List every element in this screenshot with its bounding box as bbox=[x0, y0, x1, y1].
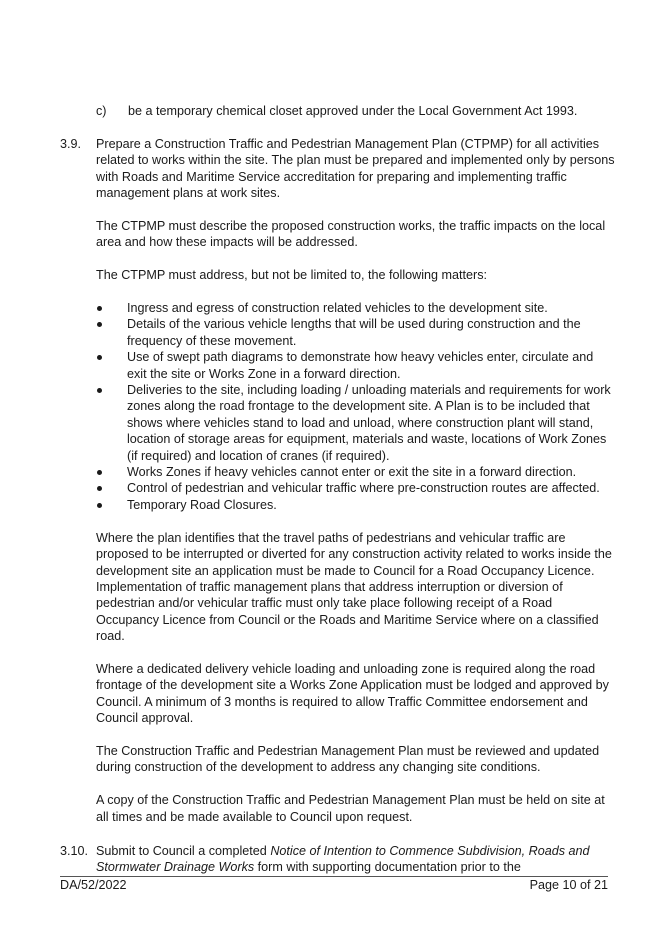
section-number: 3.9. bbox=[60, 137, 82, 151]
list-item: Use of swept path diagrams to demonstrate how heavy vehicles enter, circulate and exit the site or Works Zone in a forward direction. bbox=[96, 349, 616, 382]
list-item-text: be a temporary chemical closet approved under the Local Government Act 1993. bbox=[128, 104, 578, 118]
section-paragraph: Submit to Council a completed Notice of Intention to Commence Subdivision, Roads and Stormwater Drainage Works form with supporting documentation prior to the bbox=[96, 844, 590, 875]
section-3-10 bbox=[60, 843, 616, 876]
list-item-label: c) bbox=[96, 104, 107, 118]
section-3-9 bbox=[60, 136, 616, 825]
list-item: Control of pedestrian and vehicular traffic where pre-construction routes are affected. bbox=[96, 480, 616, 496]
footer-page-number: Page 10 of 21 bbox=[529, 878, 608, 892]
section-body bbox=[96, 843, 616, 876]
list-item: Details of the various vehicle lengths that will be used during construction and the frequency of these movement. bbox=[96, 316, 616, 349]
bullet-icon bbox=[97, 470, 102, 475]
bullet-icon bbox=[97, 322, 102, 327]
impacts-paragraph: The CTPMP must describe the proposed construction works, the traffic impacts on the local area and how these impacts will be addressed. bbox=[96, 219, 606, 250]
bullet-icon bbox=[97, 503, 102, 508]
works-zone-paragraph: Where a dedicated delivery vehicle loading and unloading zone is required along the road frontage of the development site a Works Zone Application must be lodged and approved by Council. A minimum of 3 months is required to allow Traffic Committee endorsement and Council approval. bbox=[96, 661, 609, 726]
review-paragraph: The Construction Traffic and Pedestrian Management Plan must be reviewed and updated during construction of the development to address any changing site conditions. bbox=[96, 743, 600, 775]
bullet-icon bbox=[97, 388, 102, 393]
section-number: 3.10. bbox=[60, 844, 89, 858]
list-item: Deliveries to the site, including loading / unloading materials and requirements for work zones along the road frontage to the development site. A Plan is to be included that shows where vehicles stand to load and unload, where construction plant will stand, location of storage areas for equipment, materials and waste, locations of Work Zones (if required) and location of cranes (if required). bbox=[96, 382, 616, 464]
bullet-icon bbox=[97, 486, 102, 491]
copy-onsite-paragraph: A copy of the Construction Traffic and Pedestrian Management Plan must be held on site at all times and be made available to Council upon request. bbox=[96, 793, 605, 824]
list-item: Temporary Road Closures. bbox=[96, 497, 616, 513]
footer-reference: DA/52/2022 bbox=[60, 878, 127, 892]
section-body bbox=[96, 136, 616, 825]
bullet-icon bbox=[97, 306, 102, 311]
list-item: Ingress and egress of construction related vehicles to the development site. bbox=[96, 300, 616, 316]
bullet-icon bbox=[97, 355, 102, 360]
matters-paragraph: The CTPMP must address, but not be limited to, the following matters: bbox=[96, 268, 488, 283]
matters-list bbox=[96, 300, 616, 513]
list-item: Works Zones if heavy vehicles cannot enter or exit the site in a forward direction. bbox=[96, 464, 616, 480]
footer-divider bbox=[60, 876, 608, 877]
road-occupancy-paragraph: Where the plan identifies that the travel paths of pedestrians and vehicular traffic are proposed to be interrupted or diverted for any construction activity related to works inside the development site an application must be made to Council for a Road Occupancy Licence. Implementation of traffic management plans that address interruption or diversion of pedestrian and/or vehicular traffic must only take place following receipt of a Road Occupancy Licence from Council or the Roads and Maritime Service where on a classified road. bbox=[96, 530, 612, 644]
section-intro-paragraph: Prepare a Construction Traffic and Pedestrian Management Plan (CTPMP) for all activities related to works within the site. The plan must be prepared and implemented only by persons with Roads and Maritime Service accreditation for preparing and implementing traffic management plans at work sites. bbox=[96, 137, 615, 201]
form-title: Notice of Intention to Commence Subdivision, Roads and Stormwater Drainage Works bbox=[96, 844, 590, 875]
